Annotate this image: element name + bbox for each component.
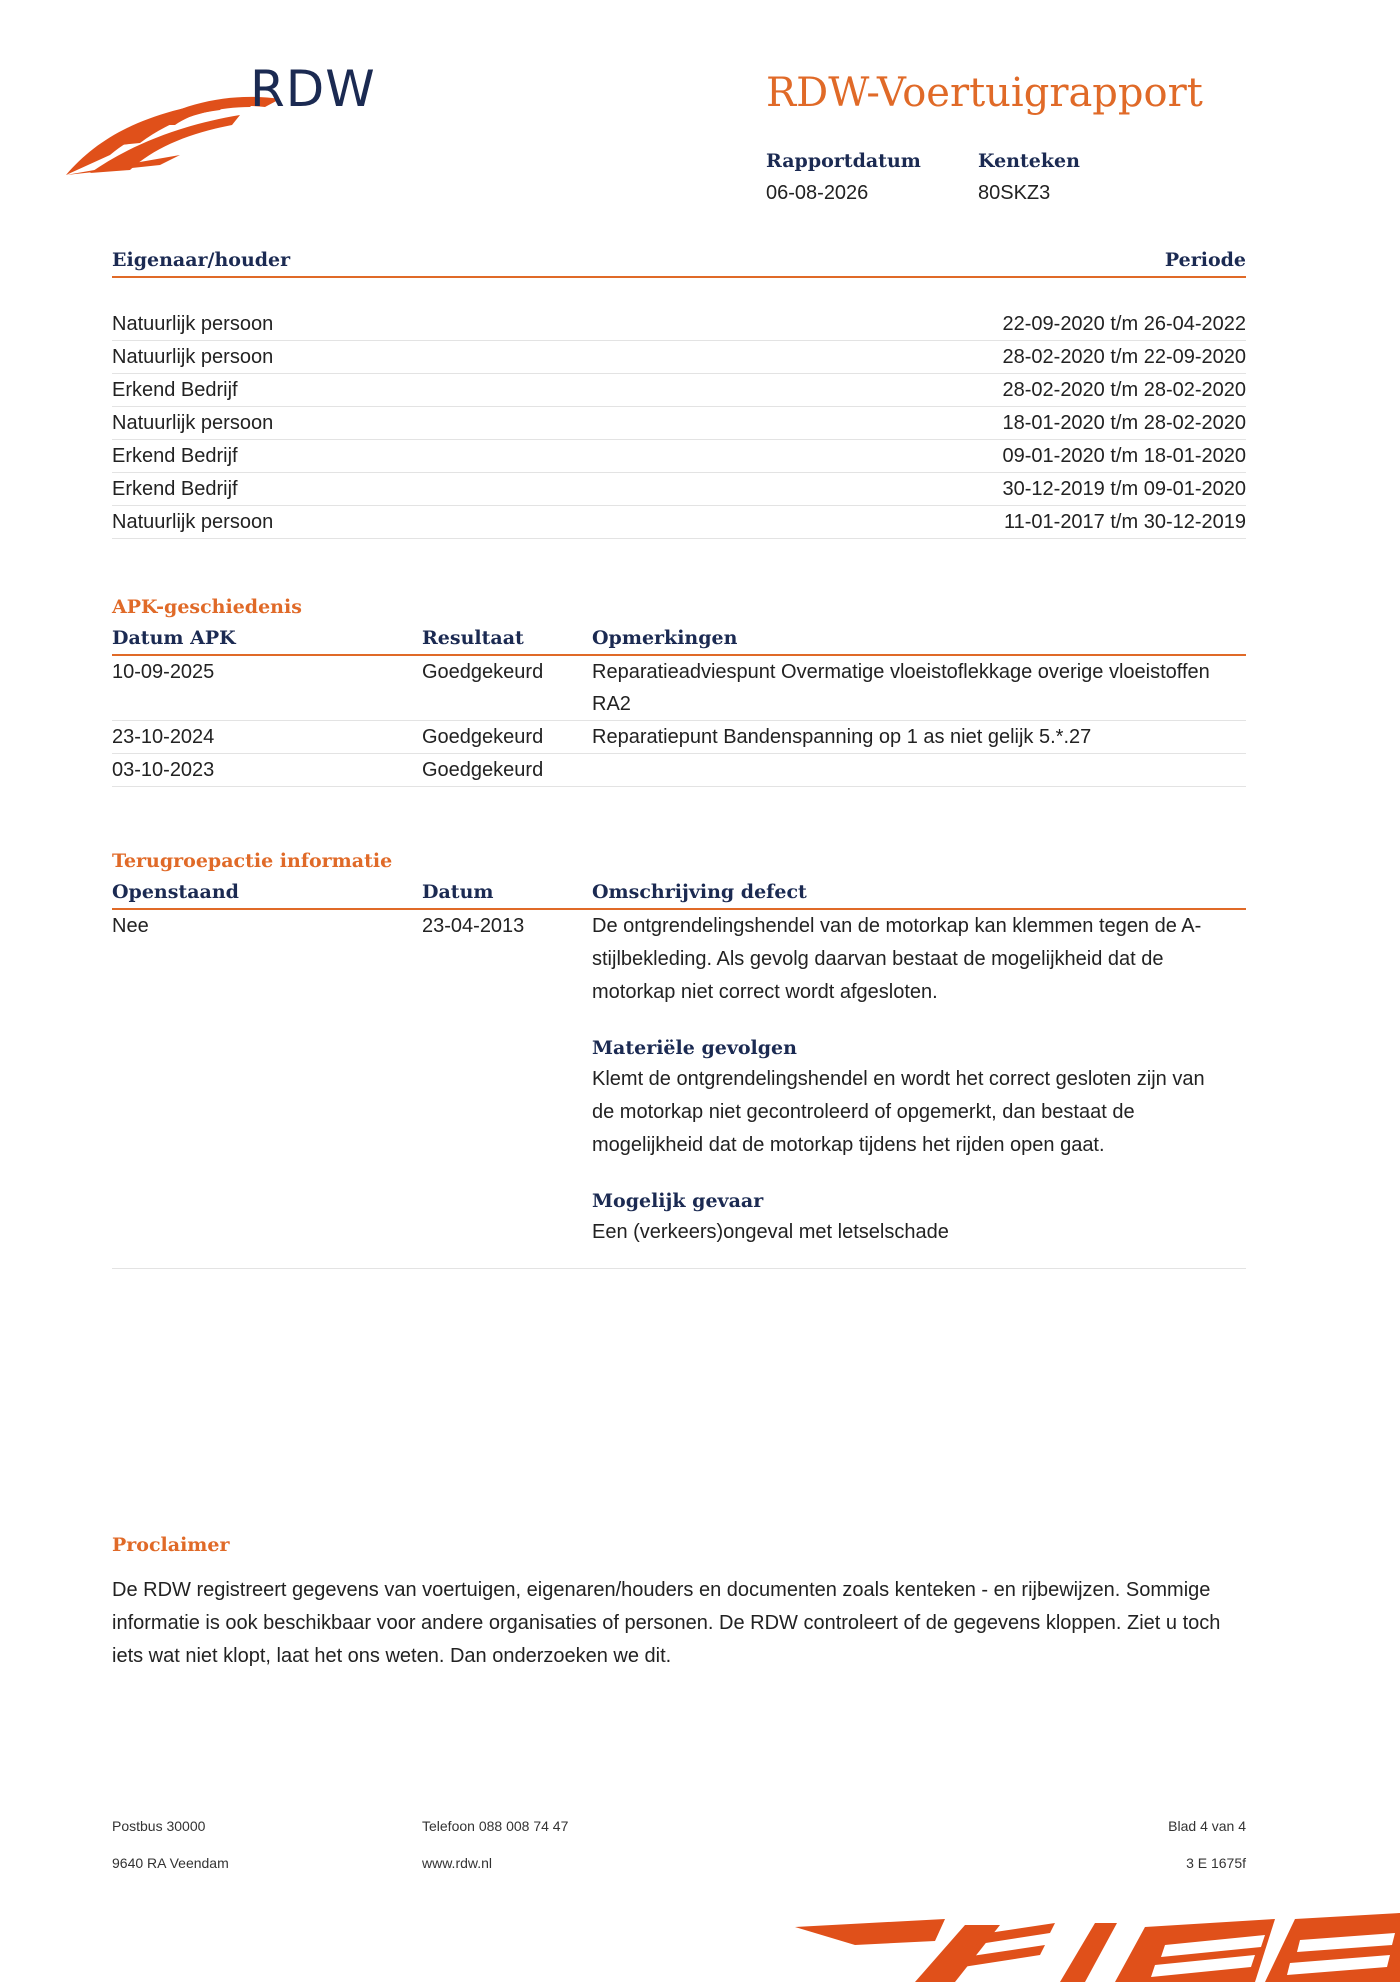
apk-result: Goedgekeurd xyxy=(422,661,544,683)
footer-phone: Telefoon 088 008 74 47 xyxy=(422,1818,569,1834)
apk-date: 10-09-2025 xyxy=(112,661,215,683)
material-text: Klemt de ontgrendelingshendel en wordt het correct gesloten zijn van de motorkap niet gecontroleerd of opgemerkt, dan bestaat de mogelijkheid dat de motorkap tijdens het rijden open gaat. xyxy=(592,1068,1205,1156)
apk-row xyxy=(112,656,1246,721)
rapportdatum-label: Rapportdatum xyxy=(766,150,921,172)
apk-result: Goedgekeurd xyxy=(422,726,544,748)
owner-type: Natuurlijk persoon xyxy=(112,412,274,434)
owner-period: 18-01-2020 t/m 28-02-2020 xyxy=(1002,412,1246,434)
owner-row xyxy=(112,407,1246,440)
col-apk-date: Datum APK xyxy=(112,627,236,649)
owner-row xyxy=(112,341,1246,374)
col-recall-open: Openstaand xyxy=(112,881,239,903)
owner-period: 09-01-2020 t/m 18-01-2020 xyxy=(1002,445,1246,467)
col-period: Periode xyxy=(1164,249,1246,271)
owner-type: Natuurlijk persoon xyxy=(112,313,274,335)
owner-type: Erkend Bedrijf xyxy=(112,379,238,401)
recall-table-header xyxy=(112,876,1246,910)
col-apk-remarks: Opmerkingen xyxy=(592,627,738,649)
col-apk-result: Resultaat xyxy=(422,627,524,649)
apk-date: 23-10-2024 xyxy=(112,726,215,748)
owner-period: 28-02-2020 t/m 28-02-2020 xyxy=(1002,379,1246,401)
owner-table xyxy=(112,244,1246,539)
owner-period: 30-12-2019 t/m 09-01-2020 xyxy=(1002,478,1246,500)
owner-table-header xyxy=(112,244,1246,278)
footer-address1: Postbus 30000 xyxy=(112,1818,206,1834)
owner-row xyxy=(112,308,1246,341)
footer-page: Blad 4 van 4 xyxy=(1168,1818,1246,1834)
proclaimer-text: De RDW registreert gegevens van voertuigen, eigenaren/houders en documenten zoals kenteken - en rijbewijzen. Sommige informatie is ook beschikbaar voor andere organisaties of personen. De RDW controleert of de gegevens kloppen. Ziet u toch iets wat niet klopt, laat het ons weten. Dan onderzoeken we dit. xyxy=(112,1579,1221,1667)
recall-date-value: 23-04-2013 xyxy=(422,915,525,937)
apk-result: Goedgekeurd xyxy=(422,759,544,781)
decorative-stripes-icon xyxy=(795,1905,1400,1982)
apk-date: 03-10-2023 xyxy=(112,759,215,781)
apk-section xyxy=(112,596,1246,787)
rapportdatum-value: 06-08-2026 xyxy=(766,182,869,204)
owner-row xyxy=(112,506,1246,539)
danger-text: Een (verkeers)ongeval met letselschade xyxy=(592,1221,949,1243)
kenteken-value: 80SKZ3 xyxy=(978,182,1051,204)
apk-title: APK-geschiedenis xyxy=(112,596,302,618)
footer-code: 3 E 1675f xyxy=(1186,1855,1246,1871)
recall-row xyxy=(112,910,1246,1269)
recall-open-value: Nee xyxy=(112,915,149,937)
report-title: RDW-Voertuigrapport xyxy=(766,70,1203,116)
apk-rows xyxy=(112,656,1246,787)
owner-type: Erkend Bedrijf xyxy=(112,478,238,500)
owner-period: 11-01-2017 t/m 30-12-2019 xyxy=(1003,511,1246,533)
owner-row xyxy=(112,473,1246,506)
col-recall-desc: Omschrijving defect xyxy=(592,881,807,903)
recall-description: De ontgrendelingshendel van de motorkap kan klemmen tegen de A-stijlbekleding. Als gevolg daarvan bestaat de mogelijkheid dat de motorkap niet correct wordt afgesloten. xyxy=(592,915,1202,1003)
owner-row xyxy=(112,440,1246,473)
footer-web-link[interactable]: www.rdw.nl xyxy=(422,1855,493,1871)
owner-type: Natuurlijk persoon xyxy=(112,511,274,533)
owner-type: Natuurlijk persoon xyxy=(112,346,274,368)
apk-table-header xyxy=(112,622,1246,656)
danger-title: Mogelijk gevaar xyxy=(592,1190,764,1212)
owner-period: 28-02-2020 t/m 22-09-2020 xyxy=(1002,346,1246,368)
owner-rows xyxy=(112,308,1246,539)
apk-remarks: Reparatieadviespunt Overmatige vloeistoflekkage overige vloeistoffen RA2 xyxy=(592,661,1210,715)
owner-period: 22-09-2020 t/m 26-04-2022 xyxy=(1002,313,1246,335)
proclaimer-title: Proclaimer xyxy=(112,1534,230,1556)
owner-type: Erkend Bedrijf xyxy=(112,445,238,467)
kenteken-label: Kenteken xyxy=(978,150,1080,172)
apk-row xyxy=(112,754,1246,787)
recall-section xyxy=(112,850,1246,1269)
owner-row xyxy=(112,374,1246,407)
col-recall-date: Datum xyxy=(422,881,494,903)
recall-title: Terugroepactie informatie xyxy=(112,850,393,872)
apk-remarks: Reparatiepunt Bandenspanning op 1 as niet gelijk 5.*.27 xyxy=(592,726,1092,748)
proclaimer-section xyxy=(112,1534,1246,1673)
logo-text: RDW xyxy=(250,60,376,118)
footer-address2: 9640 RA Veendam xyxy=(112,1855,229,1871)
apk-row xyxy=(112,721,1246,754)
material-title: Materiële gevolgen xyxy=(592,1037,797,1059)
col-owner: Eigenaar/houder xyxy=(112,249,291,271)
